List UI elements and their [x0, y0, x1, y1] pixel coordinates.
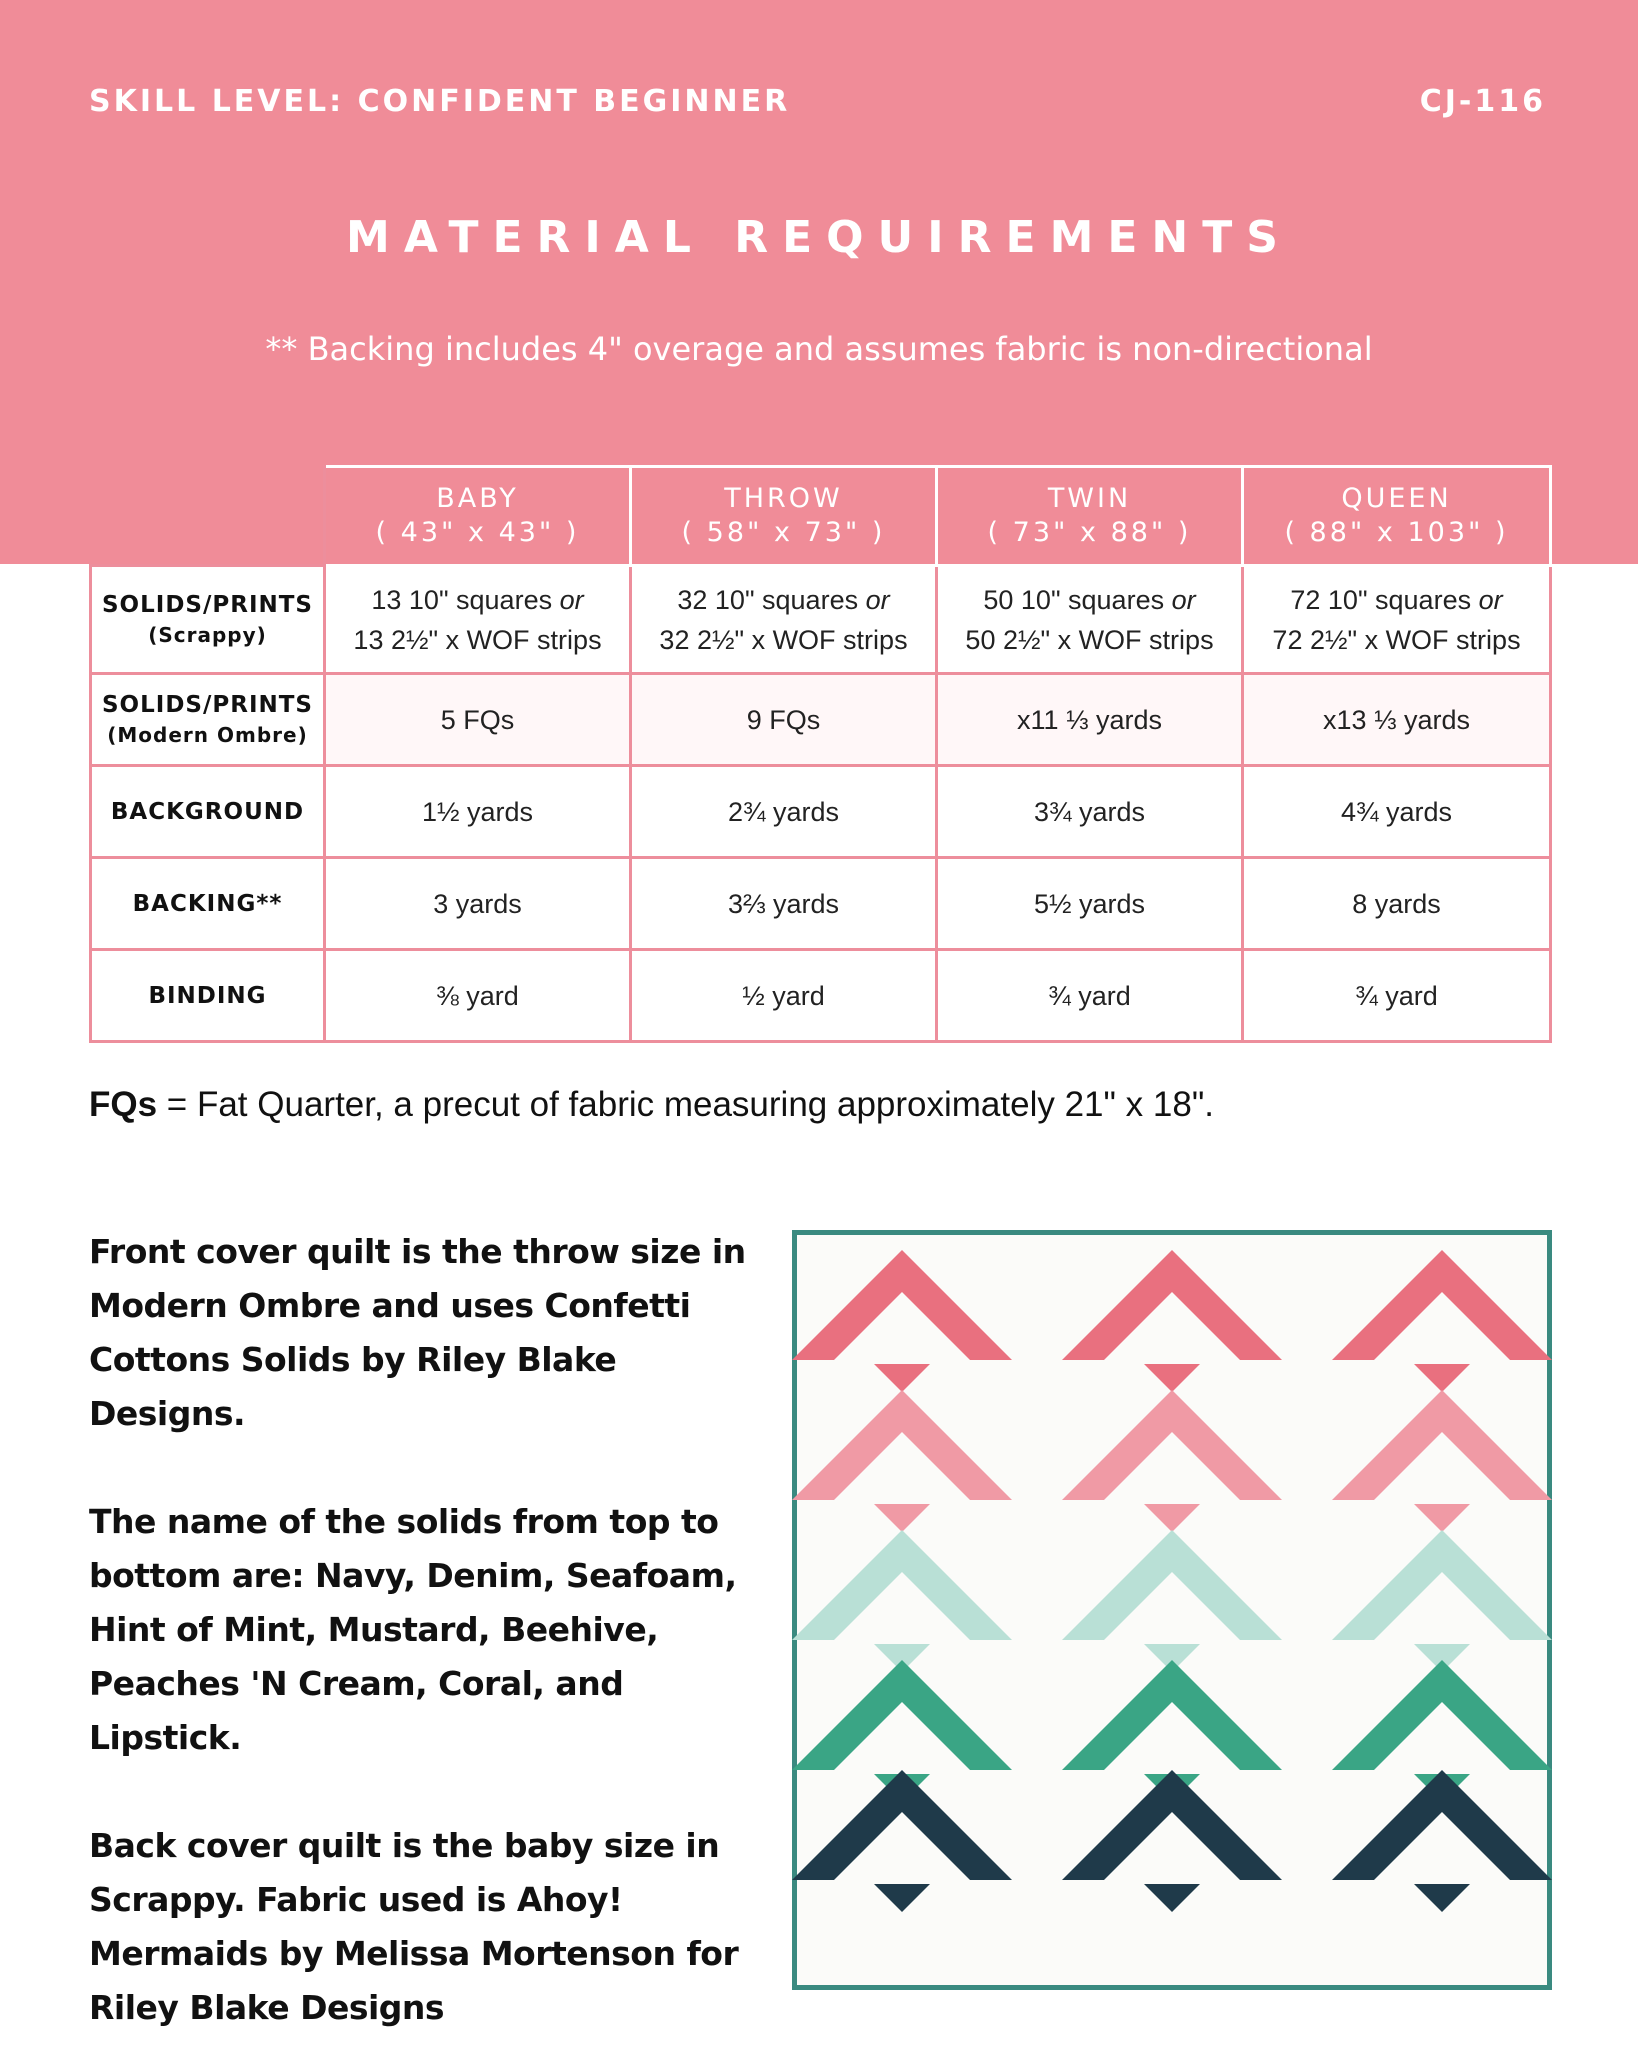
cell-background-queen: 4¾ yards — [1243, 766, 1551, 858]
cell-ombre-twin: x11 ⅓ yards — [937, 674, 1243, 766]
size-header-row — [91, 467, 1551, 566]
size-name: TWIN — [1047, 483, 1132, 514]
strips-text: 72 2½" x WOF strips — [1272, 624, 1521, 655]
size-name: QUEEN — [1341, 483, 1452, 514]
quilt-photo — [792, 1230, 1552, 1990]
fq-term: FQs — [89, 1085, 158, 1124]
cell-background-baby: 1½ yards — [325, 766, 631, 858]
strips-text: 32 2½" x WOF strips — [659, 624, 908, 655]
row-background — [91, 766, 1551, 858]
cell-scrappy-queen — [1243, 566, 1551, 674]
description-back-cover: Back cover quilt is the baby size in Scrappy. Fabric used is Ahoy! Mermaids by Melissa Mortenson for Riley Blake Designs — [89, 1826, 739, 2027]
row-binding — [91, 950, 1551, 1042]
size-dims: ( 88" x 103" ) — [1284, 517, 1509, 548]
cell-scrappy-twin — [937, 566, 1243, 674]
row-label-background: BACKGROUND — [91, 766, 325, 858]
table-corner — [91, 467, 325, 566]
squares-text: 32 10" squares — [677, 584, 859, 615]
squares-text: 72 10" squares — [1290, 584, 1472, 615]
row-ombre — [91, 674, 1551, 766]
quilt-description — [89, 1225, 769, 2048]
row-label-scrappy — [91, 566, 325, 674]
row-label: SOLIDS/PRINTS — [101, 591, 313, 618]
or-text: or — [1478, 584, 1503, 615]
cell-binding-twin: ¾ yard — [937, 950, 1243, 1042]
pattern-code: CJ-116 — [1419, 84, 1546, 119]
size-header-twin — [937, 467, 1243, 566]
cell-ombre-baby: 5 FQs — [325, 674, 631, 766]
size-name: THROW — [724, 483, 843, 514]
or-text: or — [1171, 584, 1196, 615]
size-header-queen — [1243, 467, 1551, 566]
row-label-ombre — [91, 674, 325, 766]
size-dims: ( 43" x 43" ) — [375, 517, 580, 548]
row-backing — [91, 858, 1551, 950]
row-sublabel: (Modern Ombre) — [107, 722, 308, 747]
cell-ombre-throw: 9 FQs — [631, 674, 937, 766]
fq-text: = Fat Quarter, a precut of fabric measuring approximately 21" x 18". — [157, 1085, 1214, 1124]
description-solids-order: The name of the solids from top to bottom are: Navy, Denim, Seafoam, Hint of Mint, Mustard, Beehive, Peaches 'N Cream, Coral, and Lipstick. — [89, 1502, 737, 1757]
skill-level: SKILL LEVEL: CONFIDENT BEGINNER — [89, 84, 791, 119]
quilt-background — [797, 1235, 1547, 1985]
cell-binding-queen: ¾ yard — [1243, 950, 1551, 1042]
strips-text: 50 2½" x WOF strips — [965, 624, 1214, 655]
cell-scrappy-throw — [631, 566, 937, 674]
squares-text: 50 10" squares — [983, 584, 1165, 615]
or-text: or — [865, 584, 890, 615]
size-name: BABY — [436, 483, 519, 514]
cell-binding-baby: ⅜ yard — [325, 950, 631, 1042]
size-dims: ( 73" x 88" ) — [987, 517, 1192, 548]
cell-background-twin: 3¾ yards — [937, 766, 1243, 858]
backing-note: ** Backing includes 4" overage and assumes fabric is non-directional — [265, 330, 1373, 368]
size-header-throw — [631, 467, 937, 566]
cell-ombre-queen: x13 ⅓ yards — [1243, 674, 1551, 766]
size-dims: ( 58" x 73" ) — [681, 517, 886, 548]
row-label: SOLIDS/PRINTS — [101, 691, 313, 718]
size-header-baby — [325, 467, 631, 566]
fq-definition — [89, 1085, 1214, 1125]
page-title: MATERIAL REQUIREMENTS — [346, 212, 1292, 263]
material-requirements-table — [89, 465, 1552, 1043]
row-label-binding: BINDING — [91, 950, 325, 1042]
cell-scrappy-baby — [325, 566, 631, 674]
squares-text: 13 10" squares — [371, 584, 553, 615]
strips-text: 13 2½" x WOF strips — [353, 624, 602, 655]
cell-backing-throw: 3⅔ yards — [631, 858, 937, 950]
or-text: or — [559, 584, 584, 615]
row-label-backing: BACKING** — [91, 858, 325, 950]
cell-backing-queen: 8 yards — [1243, 858, 1551, 950]
row-scrappy — [91, 566, 1551, 674]
cell-backing-baby: 3 yards — [325, 858, 631, 950]
cell-backing-twin: 5½ yards — [937, 858, 1243, 950]
cell-binding-throw: ½ yard — [631, 950, 937, 1042]
cell-background-throw: 2¾ yards — [631, 766, 937, 858]
description-front-cover: Front cover quilt is the throw size in Modern Ombre and uses Confetti Cottons Solids by Riley Blake Designs. — [89, 1232, 746, 1433]
row-sublabel: (Scrappy) — [148, 622, 267, 647]
